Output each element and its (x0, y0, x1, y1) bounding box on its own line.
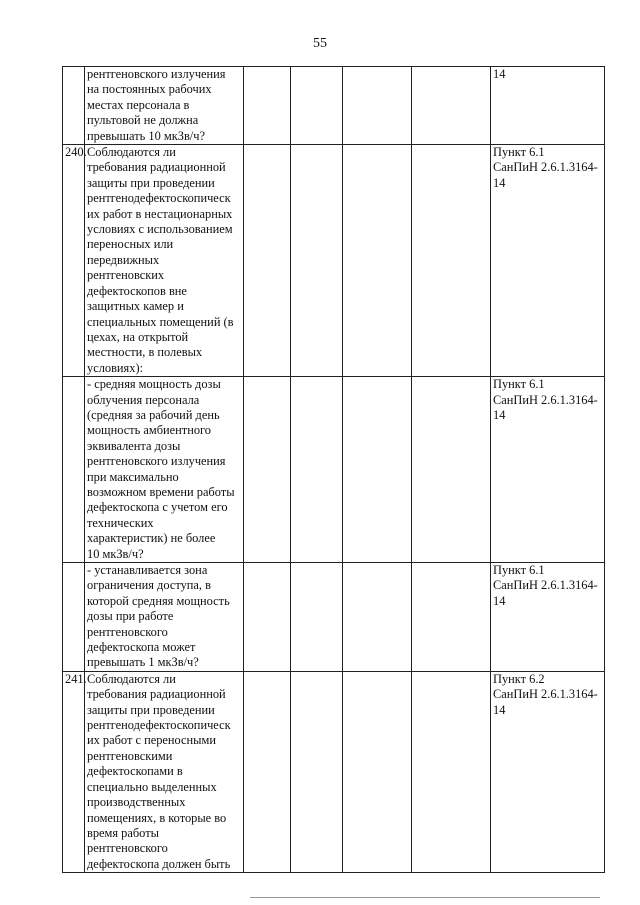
requirement-text: Соблюдаются ли требования радиационной защиты при проведении рентгенодефектоскопическ их работ с переносными рентгеновскими дефектоскопами в специально выделенных производственных помещениях, в которые во время работы рентгеновского дефектоскопа должен быть (85, 671, 244, 872)
answer-cell (412, 563, 491, 672)
answer-cell (244, 671, 291, 872)
row-number (63, 377, 85, 563)
table-row (63, 563, 605, 672)
page-number: 55 (313, 36, 327, 51)
answer-cell (291, 145, 343, 377)
checklist-table (62, 66, 605, 873)
row-number: 241. (63, 671, 85, 872)
reference-text: Пункт 6.1 СанПиН 2.6.1.3164- 14 (491, 563, 605, 672)
answer-cell (244, 563, 291, 672)
requirement-text: - устанавливается зона ограничения доступа, в которой средняя мощность дозы при работе рентгеновского дефектоскопа может превышать 1 мкЗв/ч? (85, 563, 244, 672)
answer-cell (412, 145, 491, 377)
requirement-text: - средняя мощность дозы облучения персонала (средняя за рабочий день мощность амбиентного эквивалента дозы рентгеновского излучения при максимально возможном времени работы дефектоскопа с учетом его технических характеристик) не более 10 мкЗв/ч? (85, 377, 244, 563)
requirement-text: рентгеновского излучения на постоянных рабочих местах персонала в пультовой не должна превышать 10 мкЗв/ч? (85, 67, 244, 145)
answer-cell (343, 563, 412, 672)
answer-cell (343, 671, 412, 872)
answer-cell (244, 67, 291, 145)
reference-text: Пункт 6.2 СанПиН 2.6.1.3164- 14 (491, 671, 605, 872)
answer-cell (343, 145, 412, 377)
answer-cell (291, 377, 343, 563)
answer-cell (343, 67, 412, 145)
answer-cell (412, 67, 491, 145)
scan-edge-line (250, 897, 600, 898)
answer-cell (343, 377, 412, 563)
answer-cell (412, 377, 491, 563)
row-number (63, 563, 85, 672)
table-row (63, 671, 605, 872)
table-row (63, 67, 605, 145)
row-number (63, 67, 85, 145)
reference-text: 14 (491, 67, 605, 145)
answer-cell (412, 671, 491, 872)
row-number: 240. (63, 145, 85, 377)
answer-cell (291, 671, 343, 872)
answer-cell (291, 563, 343, 672)
table-row (63, 377, 605, 563)
requirement-text: Соблюдаются ли требования радиационной защиты при проведении рентгенодефектоскопическ их работ в нестационарных условиях с использованием переносных или передвижных рентгеновских дефектоскопов вне защитных камер и специальных помещений (в цехах, на открытой местности, в полевых условиях): (85, 145, 244, 377)
answer-cell (244, 145, 291, 377)
answer-cell (244, 377, 291, 563)
table-row (63, 145, 605, 377)
answer-cell (291, 67, 343, 145)
reference-text: Пункт 6.1 СанПиН 2.6.1.3164- 14 (491, 377, 605, 563)
reference-text: Пункт 6.1 СанПиН 2.6.1.3164- 14 (491, 145, 605, 377)
